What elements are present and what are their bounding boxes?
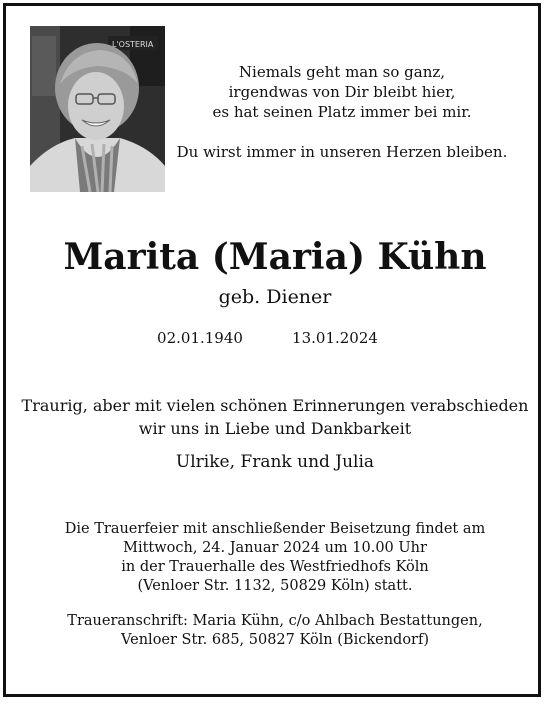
verse-line: irgendwas von Dir bleibt hier, <box>228 83 456 101</box>
service-line: Die Trauerfeier mit anschließender Beisetzung findet am <box>64 521 486 537</box>
farewell-line: Traurig, aber mit vielen schönen Erinnerungen verabschieden <box>21 396 529 415</box>
deceased-name: Marita (Maria) Kühn <box>63 236 487 278</box>
mourning-address <box>0 612 550 650</box>
address-line: Traueranschrift: Maria Kühn, c/o Ahlbach Bestattungen, <box>67 613 483 629</box>
farewell-text <box>0 394 550 440</box>
birth-name: geb. Diener <box>218 286 332 308</box>
mourners-names: Ulrike, Frank und Julia <box>175 452 375 472</box>
death-date: 13.01.2024 <box>292 329 378 347</box>
portrait-photo <box>30 26 165 192</box>
verse-line: Niemals geht man so ganz, <box>238 63 446 81</box>
verse-line: es hat seinen Platz immer bei mir. <box>212 103 472 121</box>
service-line: (Venloer Str. 1132, 50829 Köln) statt. <box>137 578 413 594</box>
service-line: Mittwoch, 24. Januar 2024 um 10.00 Uhr <box>123 540 427 556</box>
service-line: in der Trauerhalle des Westfriedhofs Köln <box>121 559 429 575</box>
birth-date: 02.01.1940 <box>157 329 243 347</box>
restaurant-sign: L'OSTERIA <box>112 40 154 49</box>
memorial-verse <box>172 62 512 122</box>
address-line: Venloer Str. 685, 50827 Köln (Bickendorf) <box>121 632 429 648</box>
verse-closing: Du wirst immer in unseren Herzen bleiben. <box>176 143 508 161</box>
farewell-line: wir uns in Liebe und Dankbarkeit <box>138 419 412 438</box>
funeral-service-info <box>0 520 550 596</box>
portrait-image <box>30 26 165 192</box>
